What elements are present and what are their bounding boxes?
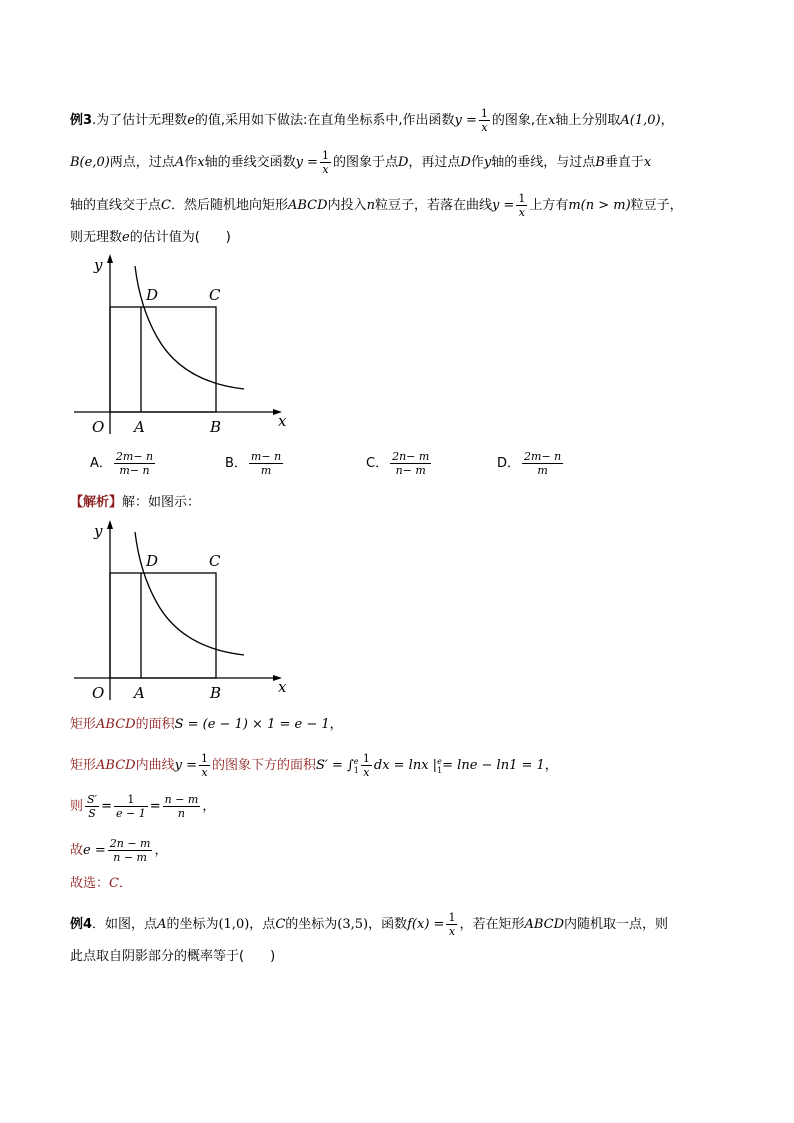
fraction: $\frac{S'}{S}$ <box>87 793 98 820</box>
label-d: D <box>146 552 159 570</box>
solution-header: 【解析】解：如图示： <box>70 495 201 510</box>
option-d[interactable]: D． $\frac{2m- n}{m}$ <box>497 450 562 477</box>
label-b: B <box>210 418 222 436</box>
curve-1-over-x <box>135 532 244 655</box>
solution-line1: 矩形ABCD的面积S = (e − 1) × 1 = e − 1， <box>70 717 343 732</box>
y-axis-arrow <box>107 520 113 529</box>
solution-tag: 【解析】 <box>70 495 123 510</box>
fraction: $\frac{2m- n}{m}$ <box>524 450 562 477</box>
label-b: B <box>210 684 222 702</box>
fraction: $\frac{2n- m}{n- m}$ <box>392 450 430 477</box>
option-b[interactable]: B． $\frac{m- n}{m}$ <box>225 450 282 477</box>
curve-1-over-x <box>135 266 244 389</box>
y-axis-arrow <box>107 254 113 263</box>
label-o: O <box>92 684 105 702</box>
label-o: O <box>92 418 105 436</box>
option-c[interactable]: C． $\frac{2n- m}{n- m}$ <box>366 450 430 477</box>
solution-line2: 矩形ABCD内曲线y = $\frac{1}{x}$ 的图象下方的面积S′ = ∫ e 1 $\frac{1}{x}$ dx = lnx | e 1 = lne − ln1 = 1， <box>70 752 558 779</box>
rectangle-abcd <box>110 573 216 678</box>
example4-line1: 例4．如图，点A的坐标为(1,0)，点C的坐标为(3,5)，函数f(x) = $\frac{1}{x}$ ，若在矩形ABCD内随机取一点，则 <box>70 911 669 938</box>
example3-line1: 例3.为了估计无理数e的值,采用如下做法:在直角坐标系中,作出函数y = $\frac{1}{x}$ 的图象,在x轴上分别取A(1,0)， <box>70 107 674 134</box>
example3-line3: 轴的直线交于点C．然后随机地向矩形ABCD内投入n粒豆子，若落在曲线y = $\frac{1}{x}$ 上方有m(n > m)粒豆子， <box>70 192 683 219</box>
fraction: $\frac{2m- n}{m- n}$ <box>115 450 154 477</box>
example-label: 例3 <box>70 113 93 128</box>
fraction: $\frac{n - m}{n}$ <box>164 793 199 820</box>
label-x: x <box>278 678 287 696</box>
fraction: $\frac{1}{x}$ <box>480 107 488 134</box>
example-label: 例4 <box>70 917 93 932</box>
label-a: A <box>134 684 145 702</box>
label-c: C <box>209 286 221 304</box>
fraction: $\frac{1}{x}$ <box>321 149 329 176</box>
solution-line5: 故选：C． <box>70 876 132 891</box>
example3-line4: 则无理数e的估计值为( ) <box>70 230 231 245</box>
label-c: C <box>209 552 221 570</box>
graph-figure-2 <box>72 518 287 708</box>
label-x: x <box>278 412 287 430</box>
label-y: y <box>94 256 103 274</box>
label-d: D <box>146 286 159 304</box>
fraction: $\frac{2n - m}{n - m}$ <box>109 837 151 864</box>
fraction: $\frac{1}{x}$ <box>518 192 526 219</box>
fraction: $\frac{1}{x}$ <box>362 752 370 779</box>
label-a: A <box>134 418 145 436</box>
fraction: $\frac{m- n}{m}$ <box>250 450 282 477</box>
fraction: $\frac{1}{e - 1}$ <box>115 793 146 820</box>
integral-expression: S′ = ∫ e 1 $\frac{1}{x}$ dx = lnx | e 1 = lne − ln1 = 1， <box>315 752 558 779</box>
option-a[interactable]: A． $\frac{2m- n}{m- n}$ <box>90 450 154 477</box>
fraction: $\frac{1}{x}$ <box>448 911 456 938</box>
example3-line2: B(e,0)两点，过点A作x轴的垂线交函数y = $\frac{1}{x}$ 的图象于点D，再过点D作y轴的垂线，与过点B垂直于x <box>70 149 652 176</box>
label-y: y <box>94 522 103 540</box>
solution-line3: 则 $\frac{S'}{S}$ = $\frac{1}{e - 1}$ = $\frac{n - m}{n}$ ， <box>70 793 216 820</box>
rectangle-abcd <box>110 307 216 412</box>
solution-line4: 故e = $\frac{2n - m}{n - m}$ ， <box>70 837 168 864</box>
fraction: $\frac{1}{x}$ <box>200 752 208 779</box>
graph-figure-1 <box>72 252 287 442</box>
example4-line2: 此点取自阴影部分的概率等于( ) <box>70 949 276 964</box>
